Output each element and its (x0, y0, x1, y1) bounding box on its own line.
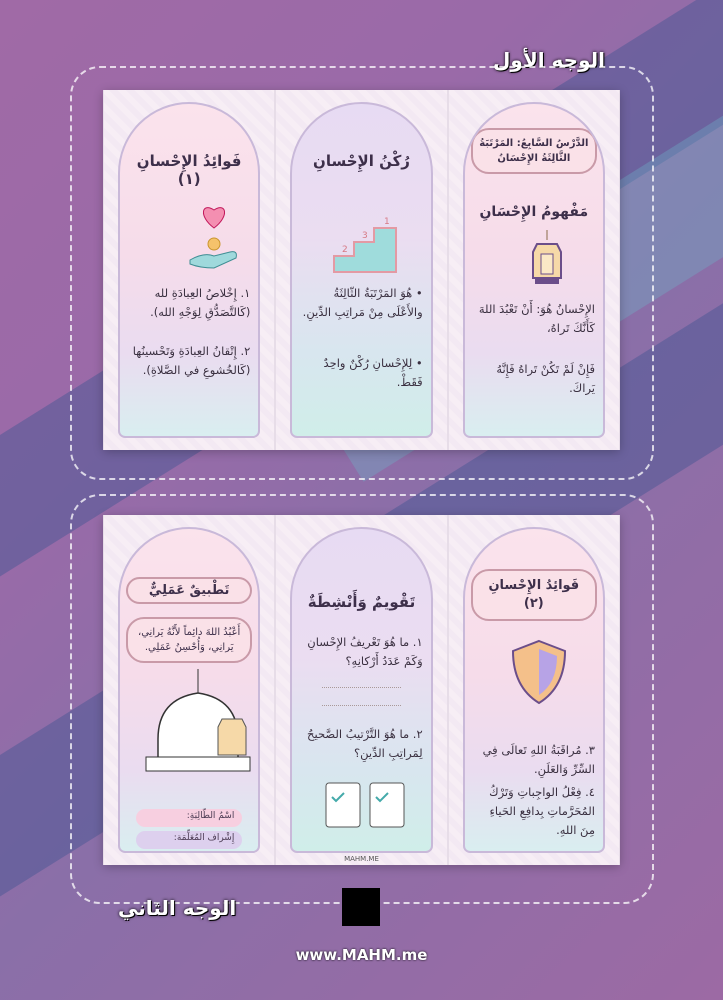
benefits-1-item2: ٢. إِتْقانُ العِبادَةِ وَتَحْسينُها (كَالخُشوعِ في الصَّلاةِ). (132, 344, 251, 377)
benefits-2-title: فَوائِدُ الإِحْسانِ (٢) (471, 569, 597, 621)
benefits-2-item3: ٣. مُراقَبَةُ اللهِ تَعالَى فِي السِّرِّ وَالعَلَنِ. (482, 743, 595, 776)
mahm-logo (342, 888, 380, 926)
footer-url[interactable]: www.MAHM.me (295, 946, 428, 964)
teacher-field[interactable]: إِشْراف المُعَلِّمَة: (136, 831, 242, 849)
concept-para2: فَإِنْ لَمْ تَكُنْ تَراهُ فَإِنَّهُ يَراكَ. (496, 362, 595, 395)
benefits-2-item4: ٤. فِعْلُ الواجِباتِ وَتَرْكُ المُحَرَّماتِ بِدافِعِ الحَياءِ مِنَ اللهِ. (489, 785, 595, 837)
front-sheet (103, 90, 620, 450)
watermark: MAHM.ME (344, 855, 379, 863)
pillar-bullet1: • هُوَ المَرْتَبَةُ الثّالِثَةُ والأَعْلَى مِنْ مَراتِبِ الدِّينِ. (302, 286, 423, 319)
step-label: 1 (384, 217, 391, 227)
practical-pledge: أَعْبُدُ اللهَ دائِماً لأَنَّهُ يَرانِي، يَرانِي، وَأُحْسِنُ عَمَلِي. (126, 617, 252, 663)
clipboard-icon (322, 775, 412, 831)
step-label: 2 (342, 245, 349, 255)
concept-title: مَفْهومُ الإِحْسَانِ (479, 204, 589, 220)
lantern-icon (527, 230, 567, 290)
mosque-icon (138, 669, 258, 779)
assessment-q1: ١. ما هُوَ تَعْريفُ الإِحْسانِ وَكَمْ عَدَدُ أَرْكانِهِ؟ (307, 635, 423, 668)
assessment-panel (275, 515, 447, 865)
assessment-title: تَقْويمٌ وَأَنْشِطَةٌ (307, 593, 416, 611)
practical-title: تَطْبيقٌ عَمَلِيٌّ (126, 577, 252, 604)
shield-icon (509, 637, 569, 707)
student-name-field[interactable]: اسْمُ الطّالِبَةِ: (136, 809, 242, 827)
benefits-1-item1: ١. إِخْلاصُ العِبادَةِ لله (كَالتَّصَدُّقِ لِوَجْهِ الله). (150, 286, 251, 319)
pillar-bullet2: • لِلإِحْسانِ رُكْنٌ واحِدٌ فَقَطْ. (323, 356, 423, 389)
step-label: 3 (362, 231, 369, 241)
benefits-2-panel (448, 515, 620, 865)
assessment-q2: ٢. ما هُوَ التَّرْتيبُ الصَّحيحُ لِمَراتِبِ الدِّينِ؟ (307, 727, 423, 760)
lesson-title: الدَّرْسُ السَّابِعُ: المَرْتَبَةُ الثَّالِثَةُ الإِحْسَانُ (471, 128, 597, 174)
answer-line (322, 705, 400, 706)
benefits-1-panel (103, 90, 275, 450)
front-side-heading: الوجه الأول (493, 48, 605, 72)
stairs-icon (330, 212, 400, 276)
benefits-1-title: فَوائِدُ الإِحْسانِ (١) (136, 152, 242, 188)
pillar-title: رُكْنُ الإِحْسانِ (313, 152, 410, 170)
concept-panel (448, 90, 620, 450)
practical-panel (103, 515, 275, 865)
back-sheet (103, 515, 620, 865)
answer-line (322, 687, 400, 688)
concept-para1: الإِحْسانُ هُوَ: أَنْ تَعْبُدَ اللهَ كَأَنَّكَ تَراهُ، (478, 302, 595, 335)
heart-hand-icon (184, 194, 244, 274)
pillar-panel (275, 90, 447, 450)
back-side-heading: الوجه الثاني (118, 896, 237, 920)
